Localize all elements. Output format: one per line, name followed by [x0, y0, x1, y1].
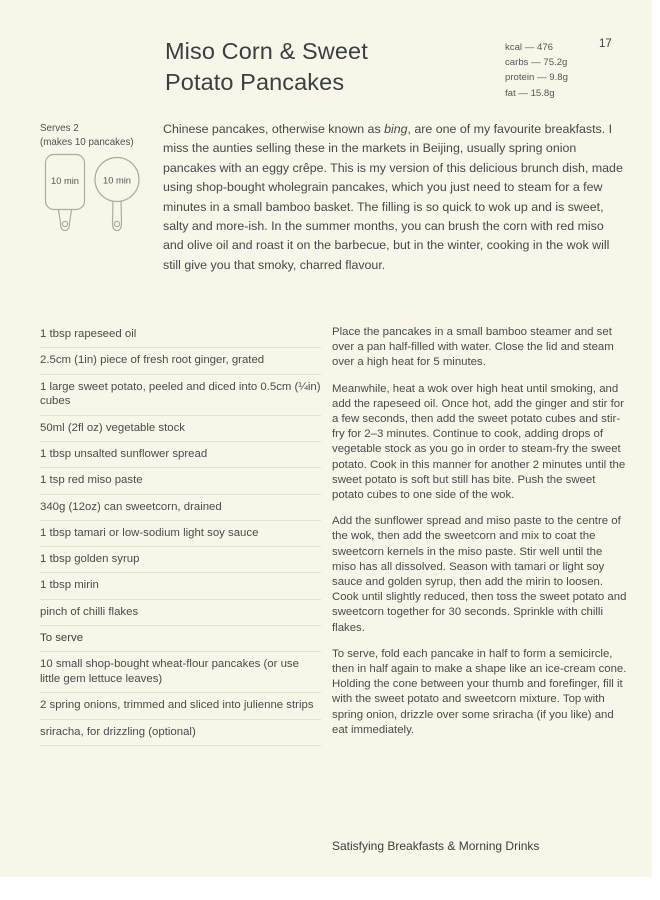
- intro-text-italic: bing: [384, 122, 408, 136]
- ingredient-row: pinch of chilli flakes: [40, 600, 321, 626]
- nutrition-facts: [505, 40, 568, 101]
- prep-time-board-icon: [44, 153, 86, 235]
- ingredient-row: 1 tbsp unsalted sunflower spread: [40, 442, 321, 468]
- ingredient-row: sriracha, for drizzling (optional): [40, 720, 321, 746]
- ingredient-row: 50ml (2fl oz) vegetable stock: [40, 416, 321, 442]
- ingredient-row: 10 small shop-bought wheat-flour pancakes (or use little gem lettuce leaves): [40, 652, 321, 693]
- ingredient-row: 1 tbsp golden syrup: [40, 547, 321, 573]
- ingredients-list: [40, 322, 321, 746]
- ingredient-row: To serve: [40, 626, 321, 652]
- title-line-1: Miso Corn & Sweet: [165, 38, 368, 64]
- nutrition-item: carbs — 75.2g: [505, 57, 568, 69]
- method-paragraph: To serve, fold each pancake in half to form a semicircle, then in half again to make a shape like an ice-cream cone. Holding the cone between your thumb and forefinger, fill it with the sweet potato and sweetcorn mixture. Top with spring onion, drizzle over some sriracha (if you like) and eat immediately.: [332, 647, 627, 736]
- page-title: [165, 36, 368, 98]
- ingredient-row: 2.5cm (1in) piece of fresh root ginger, grated: [40, 348, 321, 374]
- method-paragraph: Add the sunflower spread and miso paste to the centre of the wok, then add the sweetcorn and mix to coat the sweetcorn kernels in the miso paste. Stir well until the miso has all dissolved. Season with tamari or light soy sauce and golden syrup, then add the mirin to loosen. Cook until slightly reduced, then toss the sweet potato and sweetcorn together for 30 seconds. Sprinkle with chilli flakes.: [332, 515, 627, 634]
- nutrition-item: fat — 15.8g: [505, 87, 555, 99]
- intro-text-post: , are one of my favourite breakfasts. I miss the aunties selling these in the markets in Beijing, usually spring onion pancakes with an eggy crêpe. This is my version of this delicious brunch dish, made using shop-bought wholegrain pancakes, which you just need to steam for a few minutes in a small bamboo basket. The filling is so quick to wok up and is sweet, salty and more-ish. In the summer months, you can brush the corn with red miso and olive oil and roast it on the barbecue, but in the winter, cooking in the wok will still give you that smoky, charred flavour.: [163, 122, 623, 272]
- prep-time-label: 10 min: [51, 176, 79, 186]
- method-paragraph: Meanwhile, heat a wok over high heat until smoking, and add the rapeseed oil. Once hot, add the ginger and stir for a few seconds, then add the sweet potato cubes and stir-fry for 2–3 minutes. Continue to cook, adding drops of vegetable stock as you go in order to steam-fry the sweet potato. Cook in this manner for another 2 minutes until the sweet potato is soft but still has bite. Push the sweet potato cubes to one side of the wok.: [332, 382, 626, 502]
- nutrition-item: protein — 9.8g: [505, 72, 568, 84]
- ingredient-row: 1 tsp red miso paste: [40, 468, 321, 494]
- serves-label: [40, 122, 134, 150]
- serves-line-1: Serves 2: [40, 123, 79, 134]
- cook-time-label: 10 min: [103, 175, 131, 186]
- page-number: 17: [599, 38, 612, 50]
- chapter-footer-title: Satisfying Breakfasts & Morning Drinks: [332, 839, 540, 853]
- ingredient-row: 2 spring onions, trimmed and sliced into julienne strips: [40, 693, 321, 719]
- method-section: [332, 325, 628, 749]
- ingredient-row: 1 large sweet potato, peeled and diced into 0.5cm (¼in) cubes: [40, 375, 321, 416]
- intro-text-pre: Chinese pancakes, otherwise known as: [163, 122, 385, 136]
- nutrition-item: kcal — 476: [505, 42, 553, 53]
- ingredient-row: 1 tbsp tamari or low-sodium light soy sauce: [40, 521, 321, 547]
- cook-time-pan-icon: [92, 156, 142, 235]
- method-paragraph: Place the pancakes in a small bamboo steamer and set over a pan half-filled with water. Close the lid and steam over a high heat for 5 minutes.: [332, 326, 614, 369]
- title-line-2: Potato Pancakes: [165, 69, 345, 95]
- ingredient-row: 340g (12oz) can sweetcorn, drained: [40, 495, 321, 521]
- ingredient-row: 1 tbsp rapeseed oil: [40, 322, 321, 348]
- serves-line-2: (makes 10 pancakes): [40, 137, 134, 148]
- recipe-intro: [163, 120, 625, 275]
- ingredient-row: 1 tbsp mirin: [40, 573, 321, 599]
